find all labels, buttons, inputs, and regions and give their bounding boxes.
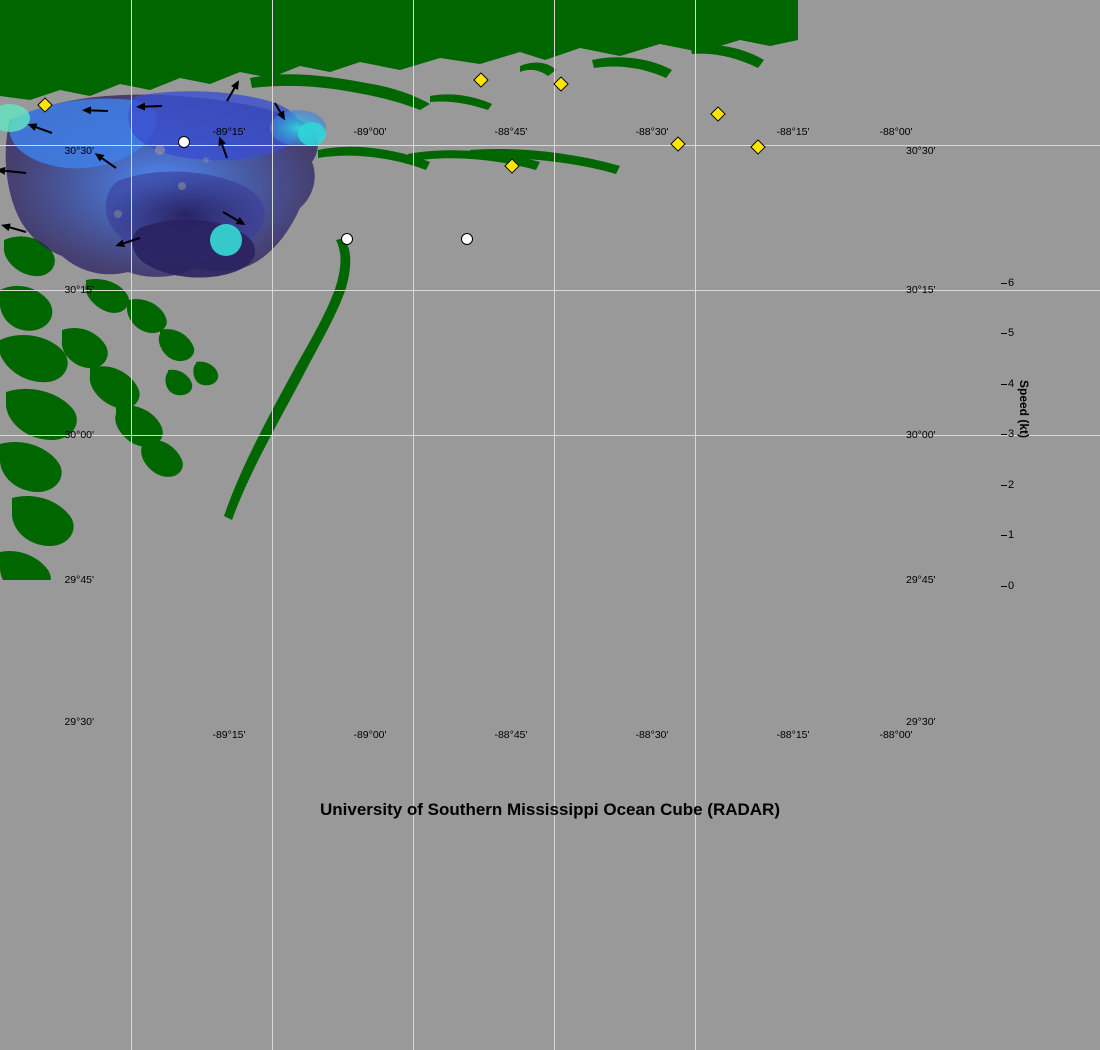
colorbar-tick-6: 6 xyxy=(1008,277,1015,289)
x-tick-top-4: -88°30' xyxy=(635,126,669,138)
x-tick-top-1: -89°15' xyxy=(212,126,246,138)
x-tick-top-3: -88°45' xyxy=(494,126,528,138)
colorbar-tick-1: 1 xyxy=(1008,529,1015,541)
x-tick-top-6: -88°00' xyxy=(879,126,913,138)
gridline-y-2 xyxy=(0,290,798,291)
x-tick-top-2: -89°00' xyxy=(353,126,387,138)
colorbar-title: Speed (kt) xyxy=(1017,380,1031,439)
x-tick-bottom-4: -88°30' xyxy=(635,729,669,741)
footer-title: University of Southern Mississippi Ocean Cube (RADAR) xyxy=(319,800,780,819)
colorbar-tick-2: 2 xyxy=(1008,479,1015,491)
radar-map[interactable] xyxy=(0,0,798,580)
y-tick-right-1: 30°30' xyxy=(906,145,936,157)
colorbar-tick-5: 5 xyxy=(1008,327,1015,339)
y-tick-left-3: 30°00' xyxy=(64,429,94,441)
y-tick-left-2: 30°15' xyxy=(64,284,94,296)
y-tick-right-4: 29°45' xyxy=(906,574,936,586)
y-tick-right-3: 30°00' xyxy=(906,429,936,441)
x-tick-top-5: -88°15' xyxy=(776,126,810,138)
usm-instrumentation-marker[interactable] xyxy=(341,233,353,245)
usm-instrumentation-marker[interactable] xyxy=(461,233,473,245)
colorbar-tick-0: 0 xyxy=(1008,580,1015,592)
y-tick-right-2: 30°15' xyxy=(906,284,936,296)
x-tick-bottom-2: -89°00' xyxy=(353,729,387,741)
y-tick-left-5: 29°30' xyxy=(64,716,94,728)
colorbar-tick-3: 3 xyxy=(1008,428,1015,440)
x-tick-bottom-1: -89°15' xyxy=(212,729,246,741)
x-tick-bottom-3: -88°45' xyxy=(494,729,528,741)
y-tick-left-1: 30°30' xyxy=(64,145,94,157)
gridline-y-3 xyxy=(0,435,798,436)
colorbar-tick-4: 4 xyxy=(1008,378,1015,390)
usm-instrumentation-marker[interactable] xyxy=(178,136,190,148)
y-tick-left-4: 29°45' xyxy=(64,574,94,586)
x-tick-bottom-5: -88°15' xyxy=(776,729,810,741)
y-tick-right-5: 29°30' xyxy=(906,716,936,728)
x-tick-bottom-6: -88°00' xyxy=(879,729,913,741)
